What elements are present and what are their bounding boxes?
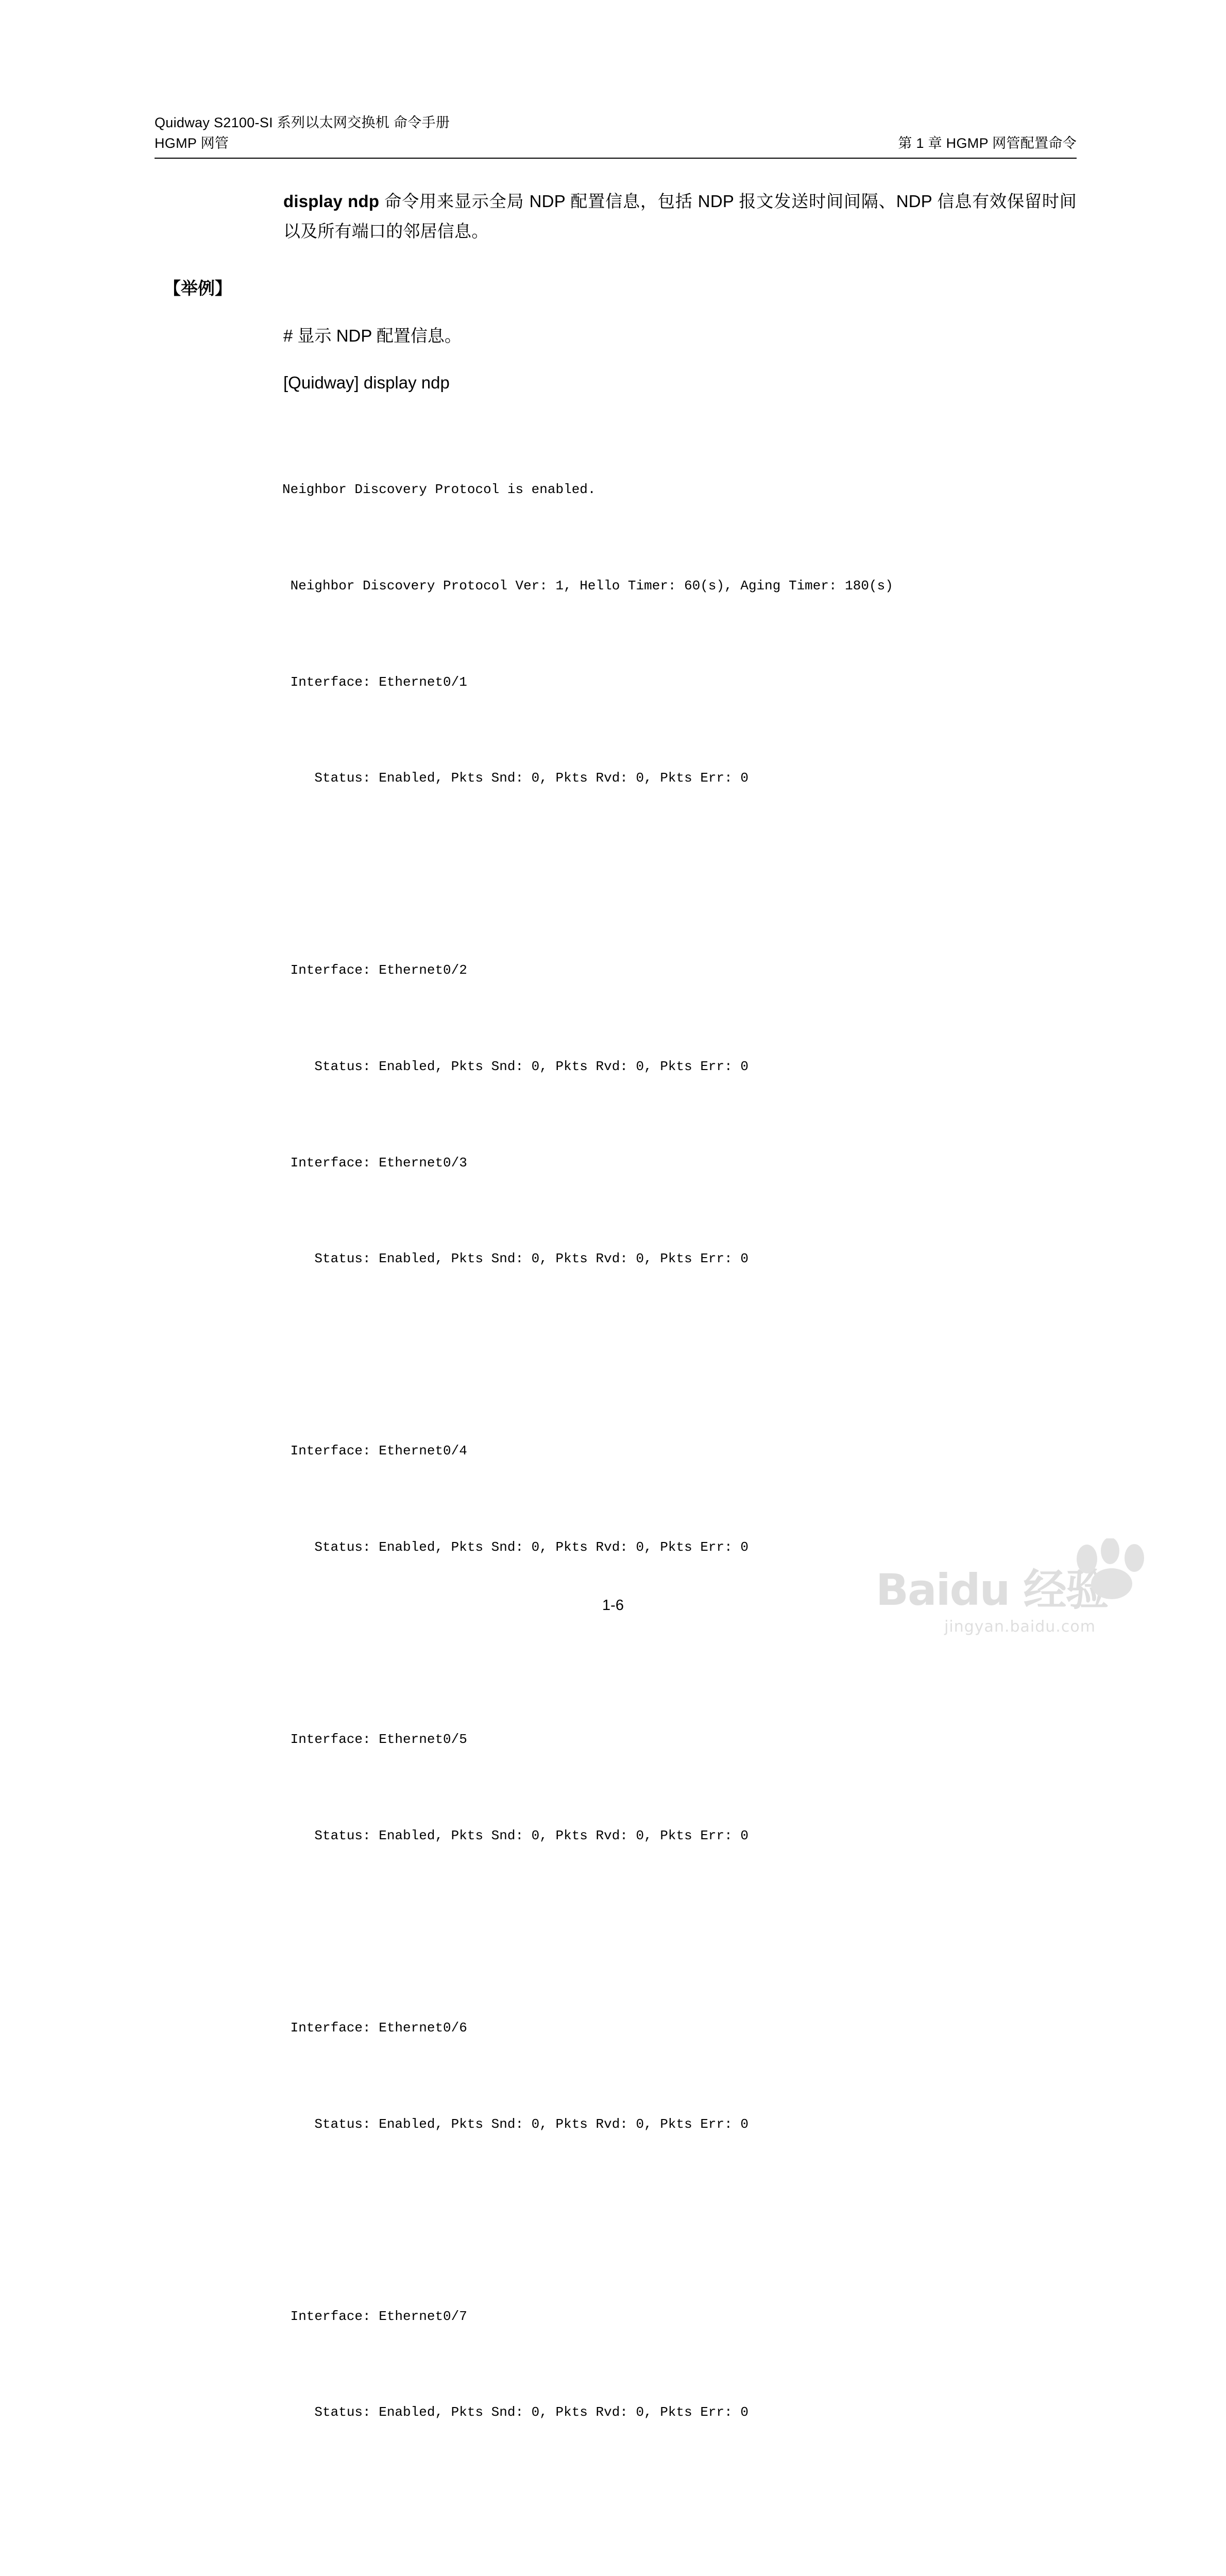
console-line: Interface: Ethernet0/3 bbox=[282, 1155, 467, 1171]
console-line: Status: Enabled, Pkts Snd: 0, Pkts Rvd: 0, Pkts Err: 0 bbox=[282, 2404, 748, 2420]
console-line: Status: Enabled, Pkts Snd: 0, Pkts Rvd: 0, Pkts Err: 0 bbox=[282, 1827, 748, 1843]
intro-paragraph-rest: 命令用来显示全局 NDP 配置信息，包括 NDP 报文发送时间间隔、NDP 信息有效保留时间以及所有端口的邻居信息。 bbox=[283, 192, 1077, 241]
watermark-text: Baidu 经验 bbox=[876, 1565, 1108, 1615]
header-divider bbox=[155, 158, 1077, 159]
console-line: Status: Enabled, Pkts Snd: 0, Pkts Rvd: 0, Pkts Err: 0 bbox=[282, 1539, 748, 1555]
console-line: Interface: Ethernet0/4 bbox=[282, 1443, 467, 1459]
console-line bbox=[282, 2493, 1086, 2524]
console-line: Status: Enabled, Pkts Snd: 0, Pkts Rvd: 0, Pkts Err: 0 bbox=[282, 1251, 748, 1267]
header-manual-title: Quidway S2100-SI 系列以太网交换机 命令手册 bbox=[155, 115, 450, 130]
console-line: Neighbor Discovery Protocol is enabled. bbox=[282, 482, 596, 498]
intro-paragraph bbox=[283, 187, 1077, 246]
example-command: [Quidway] display ndp bbox=[283, 373, 450, 392]
console-output bbox=[282, 410, 1086, 2576]
console-line: Interface: Ethernet0/7 bbox=[282, 2308, 467, 2324]
watermark-subtext: jingyan.baidu.com bbox=[944, 1618, 1096, 1636]
console-line: Status: Enabled, Pkts Snd: 0, Pkts Rvd: 0, Pkts Err: 0 bbox=[282, 1058, 748, 1074]
console-line: Status: Enabled, Pkts Snd: 0, Pkts Rvd: 0, Pkts Err: 0 bbox=[282, 770, 748, 786]
console-line bbox=[282, 858, 1086, 890]
console-line bbox=[282, 1339, 1086, 1371]
command-name-bold: display ndp bbox=[283, 192, 380, 211]
header-chapter-title: 第 1 章 HGMP 网管配置命令 bbox=[898, 135, 1077, 151]
example-comment: # 显示 NDP 配置信息。 bbox=[283, 326, 462, 345]
footer-page-number: 1-6 bbox=[602, 1597, 624, 1614]
console-line: Neighbor Discovery Protocol Ver: 1, Hello Timer: 60(s), Aging Timer: 180(s) bbox=[282, 578, 893, 594]
page-header bbox=[155, 112, 1077, 154]
console-line: Interface: Ethernet0/1 bbox=[282, 674, 467, 690]
console-line: Interface: Ethernet0/6 bbox=[282, 2020, 467, 2036]
console-line bbox=[282, 1628, 1086, 1659]
console-line bbox=[282, 2204, 1086, 2236]
console-line: Status: Enabled, Pkts Snd: 0, Pkts Rvd: 0, Pkts Err: 0 bbox=[282, 2116, 748, 2132]
console-line: Interface: Ethernet0/5 bbox=[282, 1732, 467, 1748]
console-line: Interface: Ethernet0/2 bbox=[282, 962, 467, 978]
section-heading-example: 【举例】 bbox=[164, 279, 232, 298]
header-section-name: HGMP 网管 bbox=[155, 135, 229, 151]
console-line bbox=[282, 1916, 1086, 1947]
